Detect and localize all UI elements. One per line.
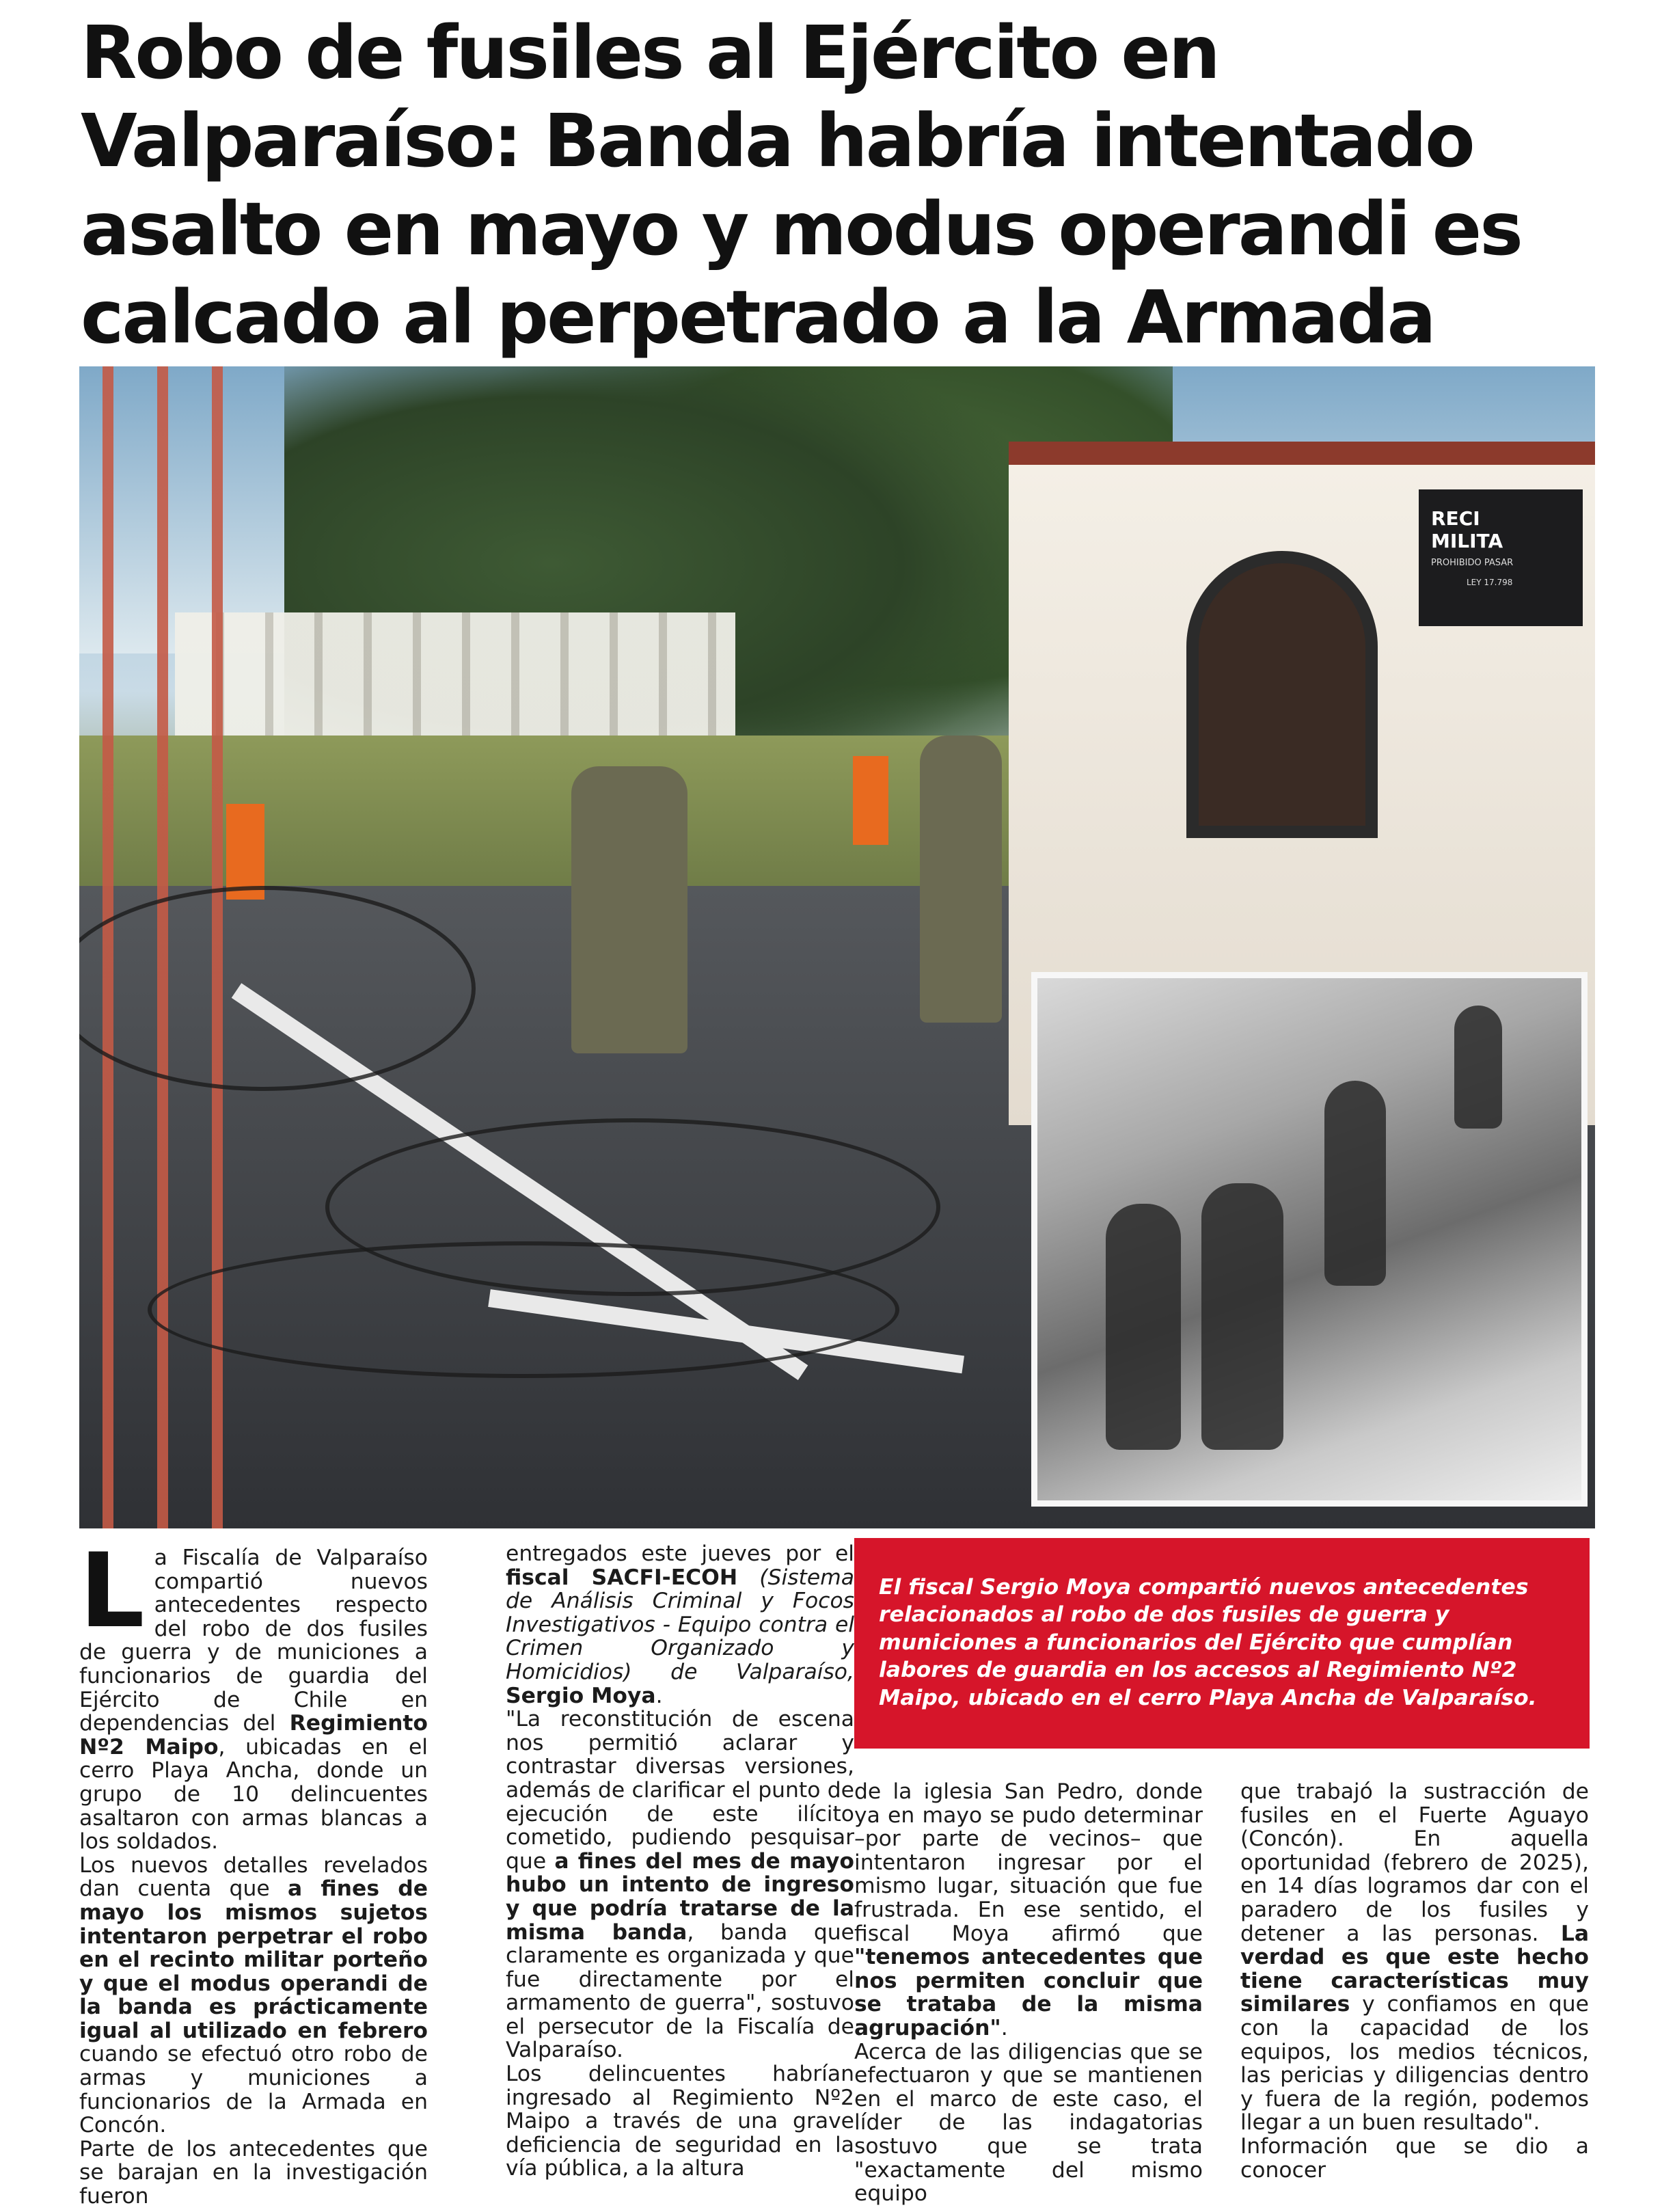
italic-text: (Sistema de Análisis Criminal y Focos Investigativos - Equipo contra el Crimen Organizado y Homicidios) de Valparaíso, bbox=[506, 1565, 854, 1684]
text: . bbox=[655, 1683, 663, 1708]
bold-text: Sergio Moya bbox=[506, 1683, 656, 1708]
paragraph: Acerca de las diligencias que se efectuaron y que se mantienen en el marco de este caso, el líder de las indagatorias sostuvo que se trata "exactamente del mismo equipo bbox=[854, 2039, 1203, 2207]
text: cuando se efectuó otro robo de armas y municiones a funcionarios de la Armada en Concón. bbox=[79, 2042, 428, 2138]
paragraph: Parte de los antecedentes que se barajan en la investigación fueron bbox=[79, 2136, 428, 2209]
guardhouse-window bbox=[1186, 551, 1378, 838]
bold-text: a fines de mayo los mismos sujetos intentaron perpetrar el robo en el recinto militar porteño y que el modus operandi de la banda es prácticamente igual al utilizado en febrero bbox=[79, 1876, 428, 2043]
article-column-3 bbox=[854, 1780, 1203, 2206]
bold-text: "tenemos antecedentes que nos permiten concluir que se trataba de la misma agrupación" bbox=[854, 1945, 1203, 2040]
paragraph: Información que se dio a conocer bbox=[1240, 2133, 1589, 2183]
highlight-box bbox=[854, 1538, 1590, 1749]
text: que trabajó la sustracción de fusiles en el Fuerte Aguayo (Concón). En aquella oportunidad (febrero de 2025), en 14 días logramos dar con el paradero de los fusiles y detener a las personas. bbox=[1240, 1779, 1589, 1946]
text: , banda que claramente es organizada y que fue directamente por el armamento de guerra", sostuvo el persecutor de la Fiscalía de Valparaíso. bbox=[506, 1919, 854, 2063]
soldier-standing bbox=[920, 736, 1002, 1023]
bold-text: a fines del mes de mayo hubo un intento de ingreso y que podría tratarse de la misma banda bbox=[506, 1848, 854, 1945]
paragraph bbox=[79, 1854, 428, 2137]
paragraph bbox=[854, 1780, 1203, 2040]
text: , ubicadas en el cerro Playa Ancha, donde un grupo de 10 delincuentes asaltaron con armas blancas a los soldados. bbox=[79, 1734, 428, 1854]
article-column-2 bbox=[506, 1542, 854, 2181]
article-column-1 bbox=[79, 1532, 428, 2209]
paragraph bbox=[1240, 1780, 1589, 2135]
bold-text: Regimiento Nº2 Maipo bbox=[79, 1711, 428, 1759]
article-column-4 bbox=[1240, 1780, 1589, 2182]
blurred-figure bbox=[1201, 1183, 1283, 1450]
text: de la iglesia San Pedro, donde ya en mayo se pudo determinar –por parte de vecinos– que intentaron ingresar por el mismo lugar, situación que fue frustrada. En ese sentido, el fiscal Moya afirmó que bbox=[854, 1779, 1203, 1946]
paragraph bbox=[506, 1708, 854, 2062]
text: . bbox=[1000, 2015, 1008, 2040]
text: a Fiscalía de Valparaíso compartió nuevos antecedentes respecto del robo de dos fusiles de guerra y de municiones a funcionarios de guardia del Ejército de Chile en dependencias del bbox=[79, 1546, 428, 1736]
dropcap: L bbox=[79, 1532, 145, 1651]
blurred-figure bbox=[1106, 1204, 1181, 1450]
paragraph bbox=[506, 1542, 854, 1708]
sign-line1: RECI bbox=[1431, 507, 1480, 530]
orange-barrier-post bbox=[226, 804, 264, 900]
sign-line2: MILITA bbox=[1431, 530, 1503, 552]
cctv-inset-photo bbox=[1031, 972, 1588, 1507]
highlight-text: El fiscal Sergio Moya compartió nuevos antecedentes relacionados al robo de dos fusiles de guerra y municiones a funcionarios del Ejército que cumplían labores de guardia en los accesos al Regimiento Nº2 Maipo, ubicado en el cerro Playa Ancha de Valparaíso. bbox=[879, 1575, 1537, 1710]
sign-line3: PROHIBIDO PASAR bbox=[1431, 558, 1514, 568]
blurred-figure bbox=[1324, 1081, 1386, 1286]
headline: Robo de fusiles al Ejército en Valparaíso: Banda habría intentado asalto en mayo y modus operandi es calcado al perpetrado a la Armada bbox=[81, 11, 1521, 360]
razor-wire bbox=[148, 1241, 899, 1378]
sign-line4: LEY 17.798 bbox=[1467, 578, 1513, 587]
regiment-sign bbox=[1419, 489, 1583, 626]
text: entregados este jueves por el bbox=[506, 1541, 854, 1566]
paragraph: Los delincuentes habrían ingresado al Regimiento Nº2 Maipo a través de una grave deficiencia de seguridad en la vía pública, a la altura bbox=[506, 2062, 854, 2181]
text: "La reconstitución de escena nos permitió aclarar y contrastar diversas versiones, además de clarificar el punto de ejecución de este ilícito cometido, pudiendo pesquisar que bbox=[506, 1707, 854, 1874]
text: y confiamos en que con la capacidad de los equipos, los medios técnicos, las pericias y diligencias dentro y fuera de la región, podemos llegar a un buen resultado". bbox=[1240, 1992, 1589, 2135]
main-photo bbox=[79, 366, 1595, 1528]
cctv-image bbox=[1037, 978, 1581, 1500]
bold-text: La verdad es que este hecho tiene características muy similares bbox=[1240, 1921, 1589, 2017]
bold-text: fiscal SACFI-ECOH bbox=[506, 1565, 738, 1590]
soldier-walking bbox=[571, 766, 687, 1053]
text: Los nuevos detalles revelados dan cuenta que bbox=[79, 1852, 428, 1902]
blurred-figure bbox=[1454, 1006, 1502, 1129]
orange-barrier-post bbox=[853, 756, 888, 845]
